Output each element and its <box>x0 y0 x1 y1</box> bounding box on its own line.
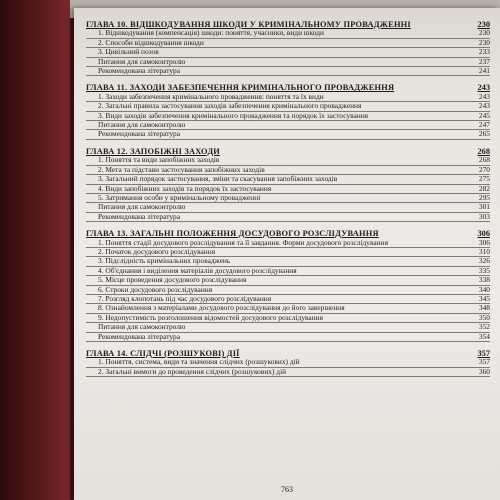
toc-entry-page: 282 <box>478 183 490 193</box>
chapter-title: ГЛАВА 14. СЛІДЧІ (РОЗШУКОВІ) ДІЇ <box>86 349 240 358</box>
toc-entry-text: 2. Загальні правила застосування заходів забезпечення кримінального провадження <box>98 101 362 111</box>
book-cover-edge <box>0 0 70 500</box>
toc-entry-page: 237 <box>478 56 490 66</box>
chapter-title: ГЛАВА 10. ВІДШКОДУВАННЯ ШКОДИ У КРИМІНАЛЬНОМУ ПРОВАДЖЕННІ <box>86 20 411 29</box>
chapter-title: ГЛАВА 13. ЗАГАЛЬНІ ПОЛОЖЕННЯ ДОСУДОВОГО РОЗСЛІДУВАННЯ <box>86 229 379 239</box>
chapter-page: 268 <box>477 146 490 156</box>
toc-entry-text: 1. Поняття стадії досудового розслідування та її завдання. Форми досудового розслідування <box>98 237 388 247</box>
toc-entry-text: 3. Загальний порядок застосування, зміни та скасування запобіжних заходів <box>98 174 338 184</box>
chapter-block <box>86 20 490 76</box>
toc-entry-text: Питання для самоконтролю <box>98 56 186 66</box>
toc-entry-page: 245 <box>478 110 490 120</box>
toc-entry-text: 1. Заходи забезпечення кримінального провадження: поняття та їх види <box>98 91 324 101</box>
chapter-block <box>86 349 490 377</box>
table-of-contents <box>86 20 490 384</box>
toc-entry <box>86 67 490 76</box>
toc-entry <box>86 130 490 139</box>
toc-entry-page: 243 <box>478 101 490 111</box>
toc-entry-text: 1. Поняття, система, види та значення слідчих (розшукових) дій <box>98 357 300 367</box>
toc-entry-page: 247 <box>478 120 490 130</box>
toc-entry-page: 270 <box>478 164 490 174</box>
chapter-page: 306 <box>477 229 490 239</box>
toc-entry-page: 233 <box>478 47 490 57</box>
toc-entry-text: Рекомендована література <box>98 66 181 76</box>
toc-entry-text: 2. Способи відшкодування шкоди <box>98 37 204 47</box>
toc-entry <box>86 333 490 342</box>
toc-entry-text: 8. Ознайомлення з матеріалами досудового розслідування до його завершення <box>98 303 345 313</box>
toc-entry-text: Рекомендована література <box>98 331 181 341</box>
toc-entry-text: 1. Відшкодування (компенсація) шкоди: поняття, учасники, види шкоди <box>98 28 324 38</box>
chapter-page: 230 <box>477 20 490 29</box>
toc-entry-page: 241 <box>478 66 490 76</box>
toc-entry-page: 310 <box>478 246 490 256</box>
toc-entry-page: 348 <box>478 303 490 313</box>
chapter-title: ГЛАВА 11. ЗАХОДИ ЗАБЕЗПЕЧЕННЯ КРИМІНАЛЬНОГО ПРОВАДЖЕННЯ <box>86 83 395 93</box>
toc-entry-page: 295 <box>478 192 490 202</box>
toc-entry-text: 4. Види запобіжних заходів та порядок їх застосування <box>98 183 272 193</box>
toc-entry-text: 2. Початок досудового розслідування <box>98 246 216 256</box>
toc-entry-page: 357 <box>478 357 490 367</box>
toc-entry-text: 7. Розгляд клопотань під час досудового розслідування <box>98 293 272 303</box>
toc-entry-text: 3. Цивільний позов <box>98 47 159 57</box>
toc-entry-page: 340 <box>478 284 490 294</box>
toc-entry-page: 243 <box>478 91 490 101</box>
toc-entry-page: 354 <box>478 331 490 341</box>
toc-entry-text: Рекомендована література <box>98 129 181 139</box>
toc-entry-text: Рекомендована література <box>98 211 181 221</box>
toc-entry-text: 9. Недопустимість розголошення відомостей досудового розслідування <box>98 312 324 322</box>
toc-entry-page: 230 <box>478 37 490 47</box>
chapter-block <box>86 229 490 342</box>
chapter-title: ГЛАВА 12. ЗАПОБІЖНІ ЗАХОДИ <box>86 146 221 156</box>
toc-entry-page: 338 <box>478 275 490 285</box>
toc-entry-page: 265 <box>478 129 490 139</box>
toc-entry-text: 1. Поняття та види запобіжних заходів <box>98 155 220 165</box>
toc-entry-page: 345 <box>478 293 490 303</box>
toc-entry-page: 301 <box>478 202 490 212</box>
toc-entry-page: 350 <box>478 312 490 322</box>
toc-entry-text: 3. Підслідність кримінальних проваджень <box>98 256 231 266</box>
toc-entry-page: 275 <box>478 174 490 184</box>
toc-entry-text: 2. Мета та підстави застосування запобіжних заходів <box>98 164 265 174</box>
toc-entry-page: 268 <box>478 155 490 165</box>
chapter-page: 243 <box>477 83 490 93</box>
chapter-block <box>86 83 490 139</box>
toc-entry <box>86 368 490 377</box>
toc-entry-page: 306 <box>478 237 490 247</box>
toc-entry-text: Питання для самоконтролю <box>98 120 186 130</box>
toc-entry-page: 360 <box>478 366 490 376</box>
chapter-block <box>86 147 490 222</box>
toc-entry-text: Питання для самоконтролю <box>98 202 186 212</box>
toc-entry-text: 3. Види заходів забезпечення кримінального провадження та порядок їх застосування <box>98 110 369 120</box>
toc-entry-text: 5. Затримання особи у кримінальному провадженні <box>98 192 261 202</box>
toc-entry-page: 335 <box>478 265 490 275</box>
toc-entry-page: 230 <box>478 28 490 38</box>
toc-entry-page: 352 <box>478 322 490 332</box>
page-number: 763 <box>281 485 293 494</box>
toc-entry-page: 303 <box>478 211 490 221</box>
book-page <box>74 8 500 500</box>
toc-entry-text: 2. Загальні вимоги до проведення слідчих (розшукових) дій <box>98 366 287 376</box>
chapter-page: 357 <box>477 349 490 358</box>
toc-entry-text: 6. Строки досудового розслідування <box>98 284 213 294</box>
toc-entry-text: 4. Об'єднання і виділення матеріалів досудового розслідування <box>98 265 297 275</box>
toc-entry-page: 326 <box>478 256 490 266</box>
toc-entry-text: Питання для самоконтролю <box>98 322 186 332</box>
toc-entry <box>86 213 490 222</box>
toc-entry-text: 5. Місце проведення досудового розслідування <box>98 275 247 285</box>
